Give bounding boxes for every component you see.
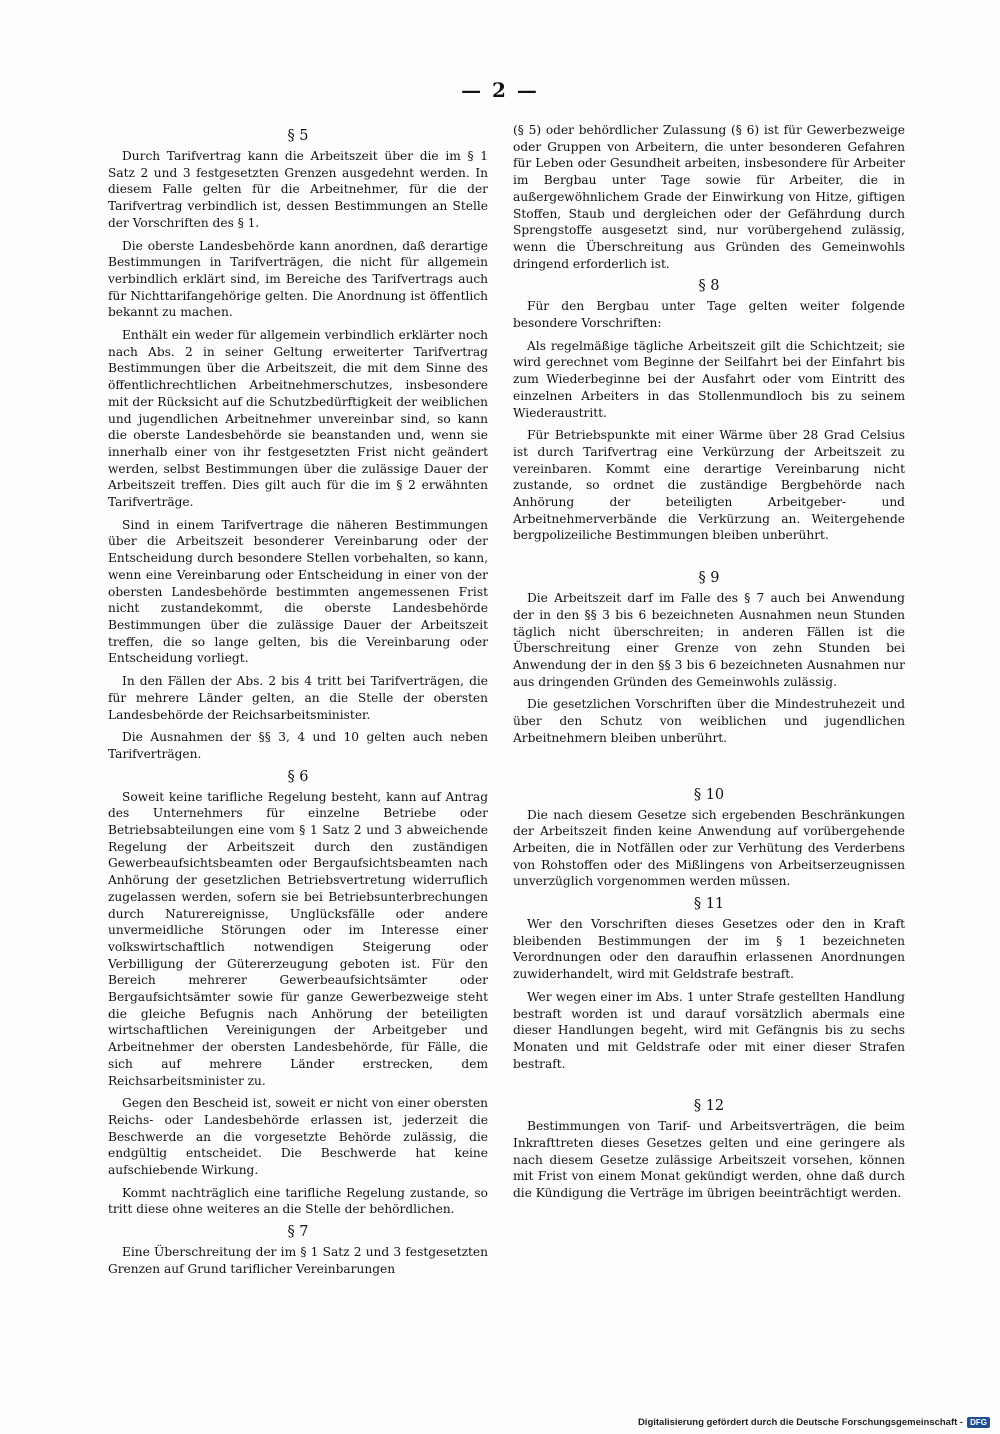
page-number: — 2 —: [461, 78, 539, 102]
section-heading: § 11: [693, 896, 725, 913]
dfg-logo: DFG: [967, 1417, 990, 1428]
paragraph: Kommt nachträglich eine tarifliche Regelung zustande, so tritt diese ohne weiteres an die Stelle der behördlichen.: [108, 1185, 488, 1217]
paragraph: Die Arbeitszeit darf im Falle des § 7 auch bei Anwendung der in den §§ 3 bis 6 bezeichneten Ausnahmen neun Stunden täglich nicht überschreiten; in anderen Fällen ist die Überschreitung einer Grenze von zehn Stunden bei Anwendung der in den §§ 3 bis 6 bezeichneten Ausnahmen nur aus dringenden Gründen des Gemeinwohls zulässig.: [513, 591, 905, 689]
paragraph: Für Betriebspunkte mit einer Wärme über 28 Grad Celsius ist durch Tarifvertrag eine Verkürzung der Arbeitszeit zu vereinbaren. Kommt eine derartige Vereinbarung nicht zustande, so ordnet die zuständige Bergbehörde nach Anhörung der beteiligten Arbeitgeber- und Arbeitnehmerverbände die Verkürzung an. Weitergehende bergpolizeiliche Bestimmungen bleiben unberührt.: [513, 428, 905, 543]
paragraph: Wer wegen einer im Abs. 1 unter Strafe gestellten Handlung bestraft worden ist und darauf vorsätzlich abermals eine dieser Handlungen begeht, wird mit Gefängnis bis zu sechs Monaten und mit Geldstrafe oder mit einer dieser Strafen bestraft.: [513, 989, 905, 1071]
paragraph: In den Fällen der Abs. 2 bis 4 tritt bei Tarifverträgen, die für mehrere Länder gelten, an die Stelle der obersten Landesbehörde der Reichsarbeitsminister.: [108, 674, 488, 722]
paragraph: Wer den Vorschriften dieses Gesetzes oder den in Kraft bleibenden Bestimmungen der im § 1 bezeichneten Verordnungen oder den daraufhin erlassenen Anordnungen zuwiderhandelt, wird mit Geldstrafe bestraft.: [513, 917, 905, 982]
paragraph: Eine Überschreitung der im § 1 Satz 2 und 3 festgesetzten Grenzen auf Grund tariflicher Vereinbarungen: [108, 1245, 488, 1276]
digitization-credit: [638, 1417, 990, 1428]
section-heading: § 8: [698, 278, 720, 295]
paragraph: Die gesetzlichen Vorschriften über die Mindestruhezeit und über den Schutz von weiblichen und jugendlichen Arbeitnehmern bleiben unberührt.: [513, 697, 905, 745]
paragraph: Bestimmungen von Tarif- und Arbeitsverträgen, die beim Inkrafttreten dieses Gesetzes gelten und eine geringere als nach diesem Gesetze zulässige Arbeitszeit vorsehen, können mit Frist von einem Monat gekündigt werden, ohne daß durch die Kündigung die Verträge im übrigen beeinträchtigt werden.: [513, 1119, 905, 1201]
paragraph: Sind in einem Tarifvertrage die näheren Bestimmungen über die Arbeitszeit besonderer Vereinbarung oder der Entscheidung durch besondere Stellen vorbehalten, so kann, wenn eine Vereinbarung oder Entscheidung in einer von der obersten Landesbehörde bestimmten angemessenen Frist nicht zustandekommt, die oberste Landesbehörde Bestimmungen über die zulässige Dauer der Arbeitszeit treffen, die so lange gelten, bis die Vereinbarung oder Entscheidung vorliegt.: [108, 517, 488, 666]
credit-text: Digitalisierung gefördert durch die Deutsche Forschungsgemeinschaft -: [637, 1417, 964, 1428]
paragraph: Die nach diesem Gesetze sich ergebenden Beschränkungen der Arbeitszeit finden keine Anwendung auf vorübergehende Arbeiten, die in Notfällen oder zur Verhütung des Verderbens von Rohstoffen oder des Mißlingens von Arbeitserzeugnissen unverzüglich vorgenommen werden müssen.: [513, 807, 905, 889]
left-column: [108, 122, 488, 1284]
paragraph: Für den Bergbau unter Tage gelten weiter folgende besondere Vorschriften:: [513, 299, 905, 331]
section-heading: § 5: [287, 128, 309, 144]
paragraph: Gegen den Bescheid ist, soweit er nicht von einer obersten Reichs- oder Landesbehörde erlassen ist, jederzeit die Beschwerde an die vorgesetzte Behörde zulässig, die endgültig entscheidet. Die Beschwerde hat keine aufschiebende Wirkung.: [108, 1096, 488, 1178]
section-heading: § 12: [693, 1098, 725, 1115]
paragraph: (§ 5) oder behördlicher Zulassung (§ 6) ist für Gewerbezweige oder Gruppen von Arbeitern, die unter besonderen Gefahren für Leben oder Gesundheit arbeiten, insbesondere für Arbeiter im Bergbau unter Tage sowie für Arbeiter, die in außergewöhnlichem Grade der Einwirkung von Hitze, giftigen Stoffen, Staub und dergleichen oder der Gefährdung durch Sprengstoffe ausgesetzt sind, nur vorübergehend zulässig, wenn die Überschreitung aus Gründen des Gemeinwohls dringend erforderlich ist.: [513, 123, 905, 271]
section-heading: § 6: [287, 768, 309, 785]
section-heading: § 9: [698, 570, 720, 587]
paragraph: Als regelmäßige tägliche Arbeitszeit gilt die Schichtzeit; sie wird gerechnet vom Beginne der Seilfahrt bei der Einfahrt bis zum Wiederbeginne bei der Ausfahrt oder vom Eintritt des einzelnen Arbeiters in das Stollenmundloch bis zu seinem Wiederaustritt.: [513, 338, 905, 420]
paragraph: Die oberste Landesbehörde kann anordnen, daß derartige Bestimmungen in Tarifverträgen, die nicht für allgemein verbindlich erklärt sind, im Bereiche des Tarifvertrags auch für Nichttarifangehörige gelten. Die Anordnung ist öffentlich bekannt zu machen.: [108, 238, 488, 320]
paragraph: Enthält ein weder für allgemein verbindlich erklärter noch nach Abs. 2 in seiner Geltung erweiterter Tarifvertrag Bestimmungen über die Arbeitszeit, die mit dem Sinne des öffentlichrechtlichen Arbeitnehmerschutzes, insbesondere mit der Rücksicht auf die Schutzbedürftigkeit der weiblichen und jugendlichen Arbeitnehmer unvereinbar sind, so kann die oberste Landesbehörde sie beanstanden und, wenn sie innerhalb einer von ihr festgesetzten Frist nicht geändert werden, selbst Bestimmungen über die zulässige Dauer der Arbeitszeit treffen. Dies gilt auch für die im § 2 erwähnten Tarifverträge.: [108, 328, 488, 510]
paragraph: Soweit keine tarifliche Regelung besteht, kann auf Antrag des Unternehmers für einzelne Betriebe oder Betriebsabteilungen eine vom § 1 Satz 2 und 3 abweichende Regelung der Arbeitszeit durch den zuständigen Gewerbeaufsichtsbeamten oder Bergaufsichtsbeamten nach Anhörung der gesetzlichen Betriebsvertretung widerruflich zugelassen werden, sofern sie bei Betriebsunterbrechungen durch Naturereignisse, Unglücksfälle oder andere unvermeidliche Störungen oder im Interesse einer volkswirtschaftlich notwendigen Steigerung oder Verbilligung der Gütererzeugung geboten ist. Für den Bereich mehrerer Gewerbeaufsichtsämter oder Bergaufsichtsämter sowie für ganze Gewerbezweige steht die gleiche Befugnis nach Anhörung der beteiligten wirtschaftlichen Vereinigungen der Arbeitgeber und Arbeitnehmer der obersten Landesbehörde, für Fälle, die sich auf mehrere Länder erstrecken, dem Reichsarbeitsminister zu.: [108, 789, 488, 1088]
paragraph: Durch Tarifvertrag kann die Arbeitszeit über die im § 1 Satz 2 und 3 festgesetzten Grenzen ausgedehnt werden. In diesem Falle gelten für die Arbeitnehmer, für die der Tarifvertrag verbindlich ist, dessen Bestimmungen an Stelle der Vorschriften des § 1.: [108, 149, 488, 230]
right-column: [513, 122, 905, 1208]
section-heading: § 10: [693, 786, 725, 803]
section-heading: § 7: [287, 1224, 309, 1241]
paragraph: Die Ausnahmen der §§ 3, 4 und 10 gelten auch neben Tarifverträgen.: [108, 730, 488, 761]
